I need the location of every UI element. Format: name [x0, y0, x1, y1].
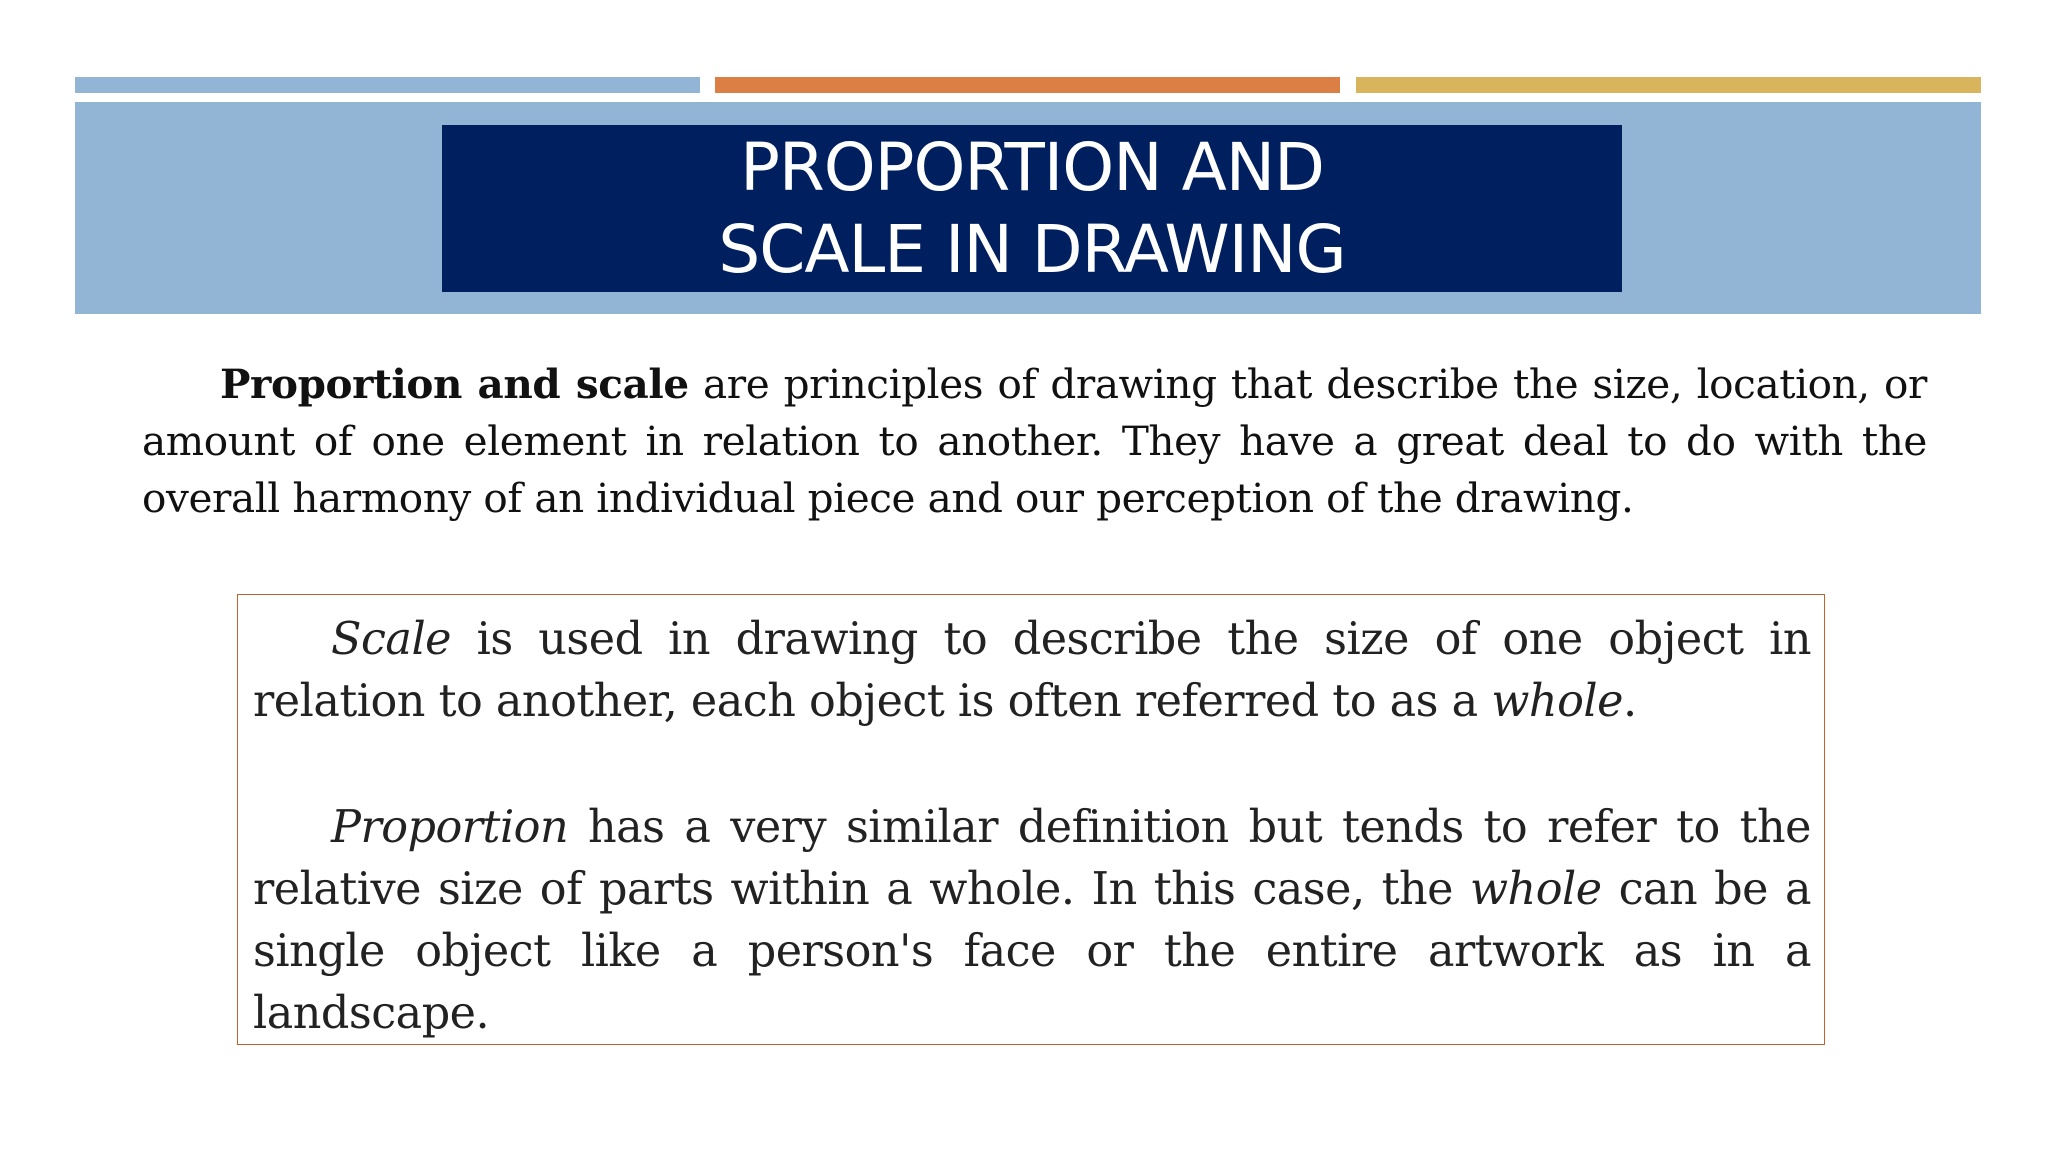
definitions-box [237, 594, 1825, 1045]
proportion-text-before: has a very similar definition but tends to refer to the relative size of parts within a whole. In this case, the [253, 802, 1811, 915]
slide-title-line-2: SCALE IN DRAWING [718, 210, 1346, 288]
top-stripe-orange [715, 77, 1340, 93]
intro-text: are principles of drawing that describe the size, location, or amount of one element in relation to another. They have a great deal to do with the overall harmony of an individual piece and our perception of the drawing. [142, 360, 1927, 522]
proportion-term: Proportion [331, 802, 569, 853]
slide-title [718, 127, 1345, 291]
top-stripe-blue [75, 77, 700, 93]
scale-term: Scale [331, 614, 452, 665]
intro-bold-lead: Proportion and scale [220, 360, 689, 408]
proportion-text-after: can be a single object like a person's face or the entire artwork as in a landscape. [253, 864, 1811, 1039]
title-box [442, 125, 1622, 292]
scale-emphasis: whole [1491, 676, 1623, 727]
slide-title-line-1: PROPORTION AND [740, 128, 1324, 206]
proportion-emphasis: whole [1469, 864, 1602, 915]
proportion-definition [253, 797, 1811, 1045]
scale-definition [253, 609, 1811, 733]
scale-text-before: is used in drawing to describe the size of one object in relation to another, each object is often referred to as a [253, 614, 1811, 727]
scale-text-after: . [1622, 676, 1637, 727]
top-stripe-gold [1356, 77, 1981, 93]
intro-paragraph [142, 356, 1927, 527]
